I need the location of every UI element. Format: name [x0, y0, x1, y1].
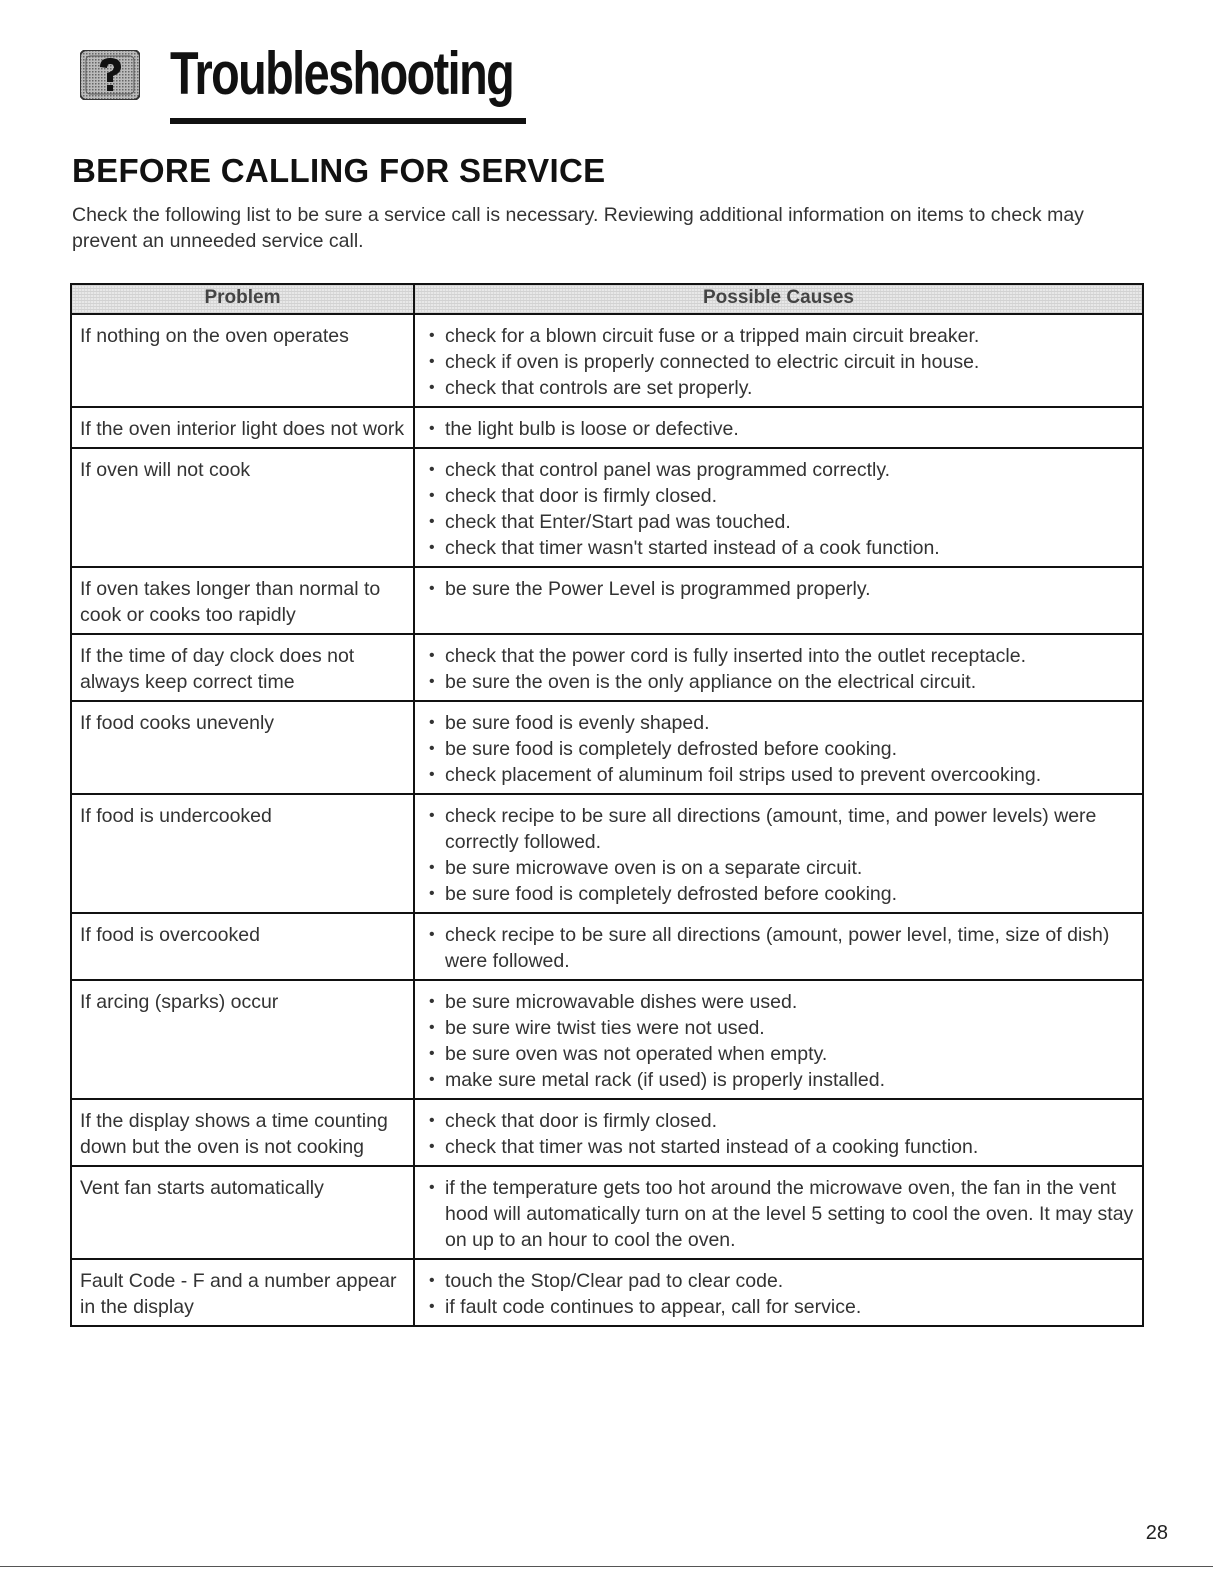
- table-row: [71, 701, 1143, 794]
- problem-cell: If the display shows a time counting down but the oven is not cooking: [71, 1099, 414, 1166]
- causes-cell: [414, 448, 1143, 567]
- causes-cell: [414, 980, 1143, 1099]
- problem-cell: If oven will not cook: [71, 448, 414, 567]
- cause-item: • check for a blown circuit fuse or a tripped main circuit breaker.: [423, 323, 1134, 349]
- table-row: [71, 794, 1143, 913]
- page-number: 28: [1145, 1522, 1168, 1544]
- causes-cell: [414, 913, 1143, 980]
- table-row: [71, 1099, 1143, 1166]
- title-underline: [170, 118, 526, 124]
- cause-item: • check placement of aluminum foil strips used to prevent overcooking.: [423, 762, 1134, 788]
- causes-cell: [414, 1259, 1143, 1326]
- table-row: [71, 448, 1143, 567]
- causes-cell: [414, 1099, 1143, 1166]
- causes-list: [423, 1268, 1134, 1320]
- bottom-divider: [0, 1566, 1213, 1567]
- cause-item: • if the temperature gets too hot around the microwave oven, the fan in the vent hood will automatically turn on at the level 5 setting to cool the oven. It may stay on up to an hour to cool the oven.: [423, 1175, 1134, 1253]
- causes-cell: [414, 634, 1143, 701]
- cause-item: • check that door is firmly closed.: [423, 483, 1134, 509]
- table-row: [71, 913, 1143, 980]
- cause-item: • check that controls are set properly.: [423, 375, 1134, 401]
- cause-item: • check recipe to be sure all directions (amount, time, and power levels) were correctly followed.: [423, 803, 1134, 855]
- table-row: [71, 407, 1143, 448]
- cause-item: • be sure microwavable dishes were used.: [423, 989, 1134, 1015]
- cause-item: • be sure food is evenly shaped.: [423, 710, 1134, 736]
- causes-cell: [414, 314, 1143, 407]
- cause-item: • check that timer was not started instead of a cooking function.: [423, 1134, 1134, 1160]
- table-row: [71, 1259, 1143, 1326]
- cause-item: • check that the power cord is fully inserted into the outlet receptacle.: [423, 643, 1134, 669]
- causes-cell: [414, 701, 1143, 794]
- causes-list: [423, 457, 1134, 561]
- problem-cell: If food is overcooked: [71, 913, 414, 980]
- problem-cell: If food cooks unevenly: [71, 701, 414, 794]
- causes-list: [423, 803, 1134, 907]
- table-row: [71, 634, 1143, 701]
- cause-item: • be sure food is completely defrosted before cooking.: [423, 736, 1134, 762]
- cause-item: • check that Enter/Start pad was touched.: [423, 509, 1134, 535]
- causes-cell: [414, 794, 1143, 913]
- problem-cell: If arcing (sparks) occur: [71, 980, 414, 1099]
- causes-column-header: Possible Causes: [414, 284, 1143, 314]
- table-row: [71, 314, 1143, 407]
- table-row: [71, 1166, 1143, 1259]
- cause-item: • check that control panel was programmed correctly.: [423, 457, 1134, 483]
- table-body: [71, 314, 1143, 1326]
- causes-list: [423, 922, 1134, 974]
- problem-cell: Fault Code - F and a number appear in the display: [71, 1259, 414, 1326]
- cause-item: • make sure metal rack (if used) is properly installed.: [423, 1067, 1134, 1093]
- cause-item: • be sure wire twist ties were not used.: [423, 1015, 1134, 1041]
- cause-item: • touch the Stop/Clear pad to clear code.: [423, 1268, 1134, 1294]
- problem-cell: If oven takes longer than normal to cook or cooks too rapidly: [71, 567, 414, 634]
- causes-list: [423, 1175, 1134, 1253]
- cause-item: • be sure the Power Level is programmed properly.: [423, 576, 1134, 602]
- causes-cell: [414, 567, 1143, 634]
- problem-cell: If the oven interior light does not work: [71, 407, 414, 448]
- question-mark-icon: [80, 50, 140, 100]
- problem-cell: If nothing on the oven operates: [71, 314, 414, 407]
- page-title: Troubleshooting: [170, 40, 514, 107]
- causes-cell: [414, 407, 1143, 448]
- table-row: [71, 567, 1143, 634]
- cause-item: • check that timer wasn't started instead of a cook function.: [423, 535, 1134, 561]
- problem-cell: If the time of day clock does not always keep correct time: [71, 634, 414, 701]
- cause-item: • be sure oven was not operated when empty.: [423, 1041, 1134, 1067]
- causes-cell: [414, 1166, 1143, 1259]
- section-heading: BEFORE CALLING FOR SERVICE: [72, 152, 606, 189]
- troubleshooting-table: [70, 283, 1144, 1327]
- cause-item: • check if oven is properly connected to electric circuit in house.: [423, 349, 1134, 375]
- cause-item: • check that door is firmly closed.: [423, 1108, 1134, 1134]
- cause-item: • check recipe to be sure all directions (amount, power level, time, size of dish) were followed.: [423, 922, 1134, 974]
- causes-list: [423, 1108, 1134, 1160]
- cause-item: • be sure the oven is the only appliance on the electrical circuit.: [423, 669, 1134, 695]
- causes-list: [423, 989, 1134, 1093]
- problem-cell: Vent fan starts automatically: [71, 1166, 414, 1259]
- causes-list: [423, 323, 1134, 401]
- problem-column-header: Problem: [71, 284, 414, 314]
- cause-item: • the light bulb is loose or defective.: [423, 416, 1134, 442]
- table-header-row: [71, 284, 1143, 314]
- cause-item: • if fault code continues to appear, call for service.: [423, 1294, 1134, 1320]
- cause-item: • be sure food is completely defrosted before cooking.: [423, 881, 1134, 907]
- causes-list: [423, 643, 1134, 695]
- causes-list: [423, 710, 1134, 788]
- causes-list: [423, 576, 1134, 602]
- table-row: [71, 980, 1143, 1099]
- problem-cell: If food is undercooked: [71, 794, 414, 913]
- intro-paragraph: Check the following list to be sure a service call is necessary. Reviewing additional information on items to check may prevent an unneeded service call.: [72, 204, 1084, 252]
- causes-list: [423, 416, 1134, 442]
- cause-item: • be sure microwave oven is on a separate circuit.: [423, 855, 1134, 881]
